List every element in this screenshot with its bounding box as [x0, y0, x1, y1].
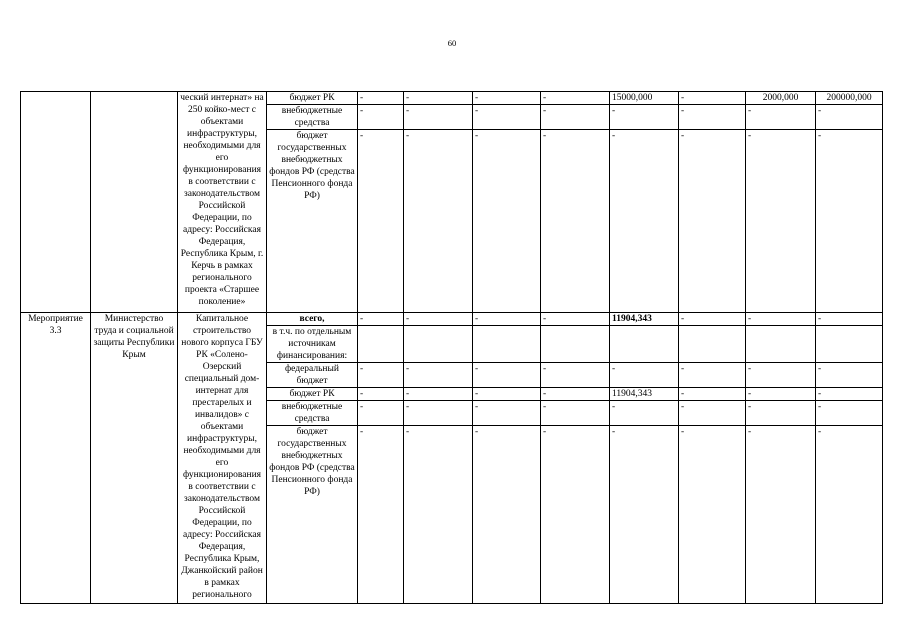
value-cell: -: [541, 363, 610, 388]
table-row: [21, 313, 883, 326]
value-cell: [679, 326, 746, 363]
value-cell: [610, 326, 679, 363]
value-cell: -: [610, 105, 679, 130]
value-cell: 11904,343: [610, 313, 679, 326]
source-cell: внебюджетные средства: [267, 401, 358, 426]
value-cell: -: [358, 130, 404, 313]
value-cell: -: [541, 426, 610, 604]
value-cell: -: [404, 388, 473, 401]
value-cell: -: [816, 130, 883, 313]
value-cell: -: [746, 313, 816, 326]
value-cell: -: [816, 426, 883, 604]
value-cell: -: [358, 401, 404, 426]
value-cell: 15000,000: [610, 92, 679, 105]
value-cell: -: [473, 426, 541, 604]
value-cell: [541, 326, 610, 363]
value-cell: -: [358, 313, 404, 326]
source-cell: федеральный бюджет: [267, 363, 358, 388]
financing-table: [20, 91, 883, 604]
value-cell: -: [679, 426, 746, 604]
value-cell: -: [358, 363, 404, 388]
table-row: [21, 92, 883, 105]
value-cell: -: [679, 105, 746, 130]
value-cell: -: [541, 401, 610, 426]
value-cell: -: [816, 313, 883, 326]
value-cell: -: [473, 313, 541, 326]
value-cell: -: [679, 130, 746, 313]
value-cell: -: [404, 105, 473, 130]
source-cell: в т.ч. по отдельным источникам финансирования:: [267, 326, 358, 363]
value-cell: -: [473, 401, 541, 426]
source-cell: всего,: [267, 313, 358, 326]
value-cell: -: [404, 92, 473, 105]
value-cell: [746, 326, 816, 363]
value-cell: -: [541, 92, 610, 105]
value-cell: -: [541, 105, 610, 130]
value-cell: -: [473, 105, 541, 130]
value-cell: -: [746, 388, 816, 401]
value-cell: -: [358, 105, 404, 130]
description-cell: Капитальное строительство нового корпуса ГБУ РК «Солено-Озерский специальный дом-интернат для престарелых и инвалидов» с объектами инфраструктуры, необходимыми для его функционирования в соответствии с законодательством Российской Федерации, по адресу: Российская Федерация, Республика Крым, Джанкойский район в рамках регионального: [178, 313, 267, 604]
value-cell: -: [610, 130, 679, 313]
value-cell: -: [404, 363, 473, 388]
value-cell: [473, 326, 541, 363]
value-cell: -: [404, 426, 473, 604]
value-cell: -: [816, 363, 883, 388]
value-cell: -: [746, 105, 816, 130]
value-cell: 2000,000: [746, 92, 816, 105]
value-cell: -: [541, 388, 610, 401]
value-cell: -: [610, 363, 679, 388]
executor-cell: [91, 92, 178, 313]
value-cell: -: [358, 92, 404, 105]
value-cell: -: [679, 92, 746, 105]
value-cell: -: [358, 388, 404, 401]
value-cell: -: [816, 388, 883, 401]
value-cell: -: [679, 313, 746, 326]
value-cell: -: [473, 363, 541, 388]
value-cell: -: [746, 130, 816, 313]
source-cell: внебюджетные средства: [267, 105, 358, 130]
source-cell: бюджет РК: [267, 388, 358, 401]
page-number: 60: [447, 38, 457, 48]
value-cell: -: [473, 92, 541, 105]
value-cell: 200000,000: [816, 92, 883, 105]
value-cell: -: [473, 388, 541, 401]
value-cell: -: [404, 401, 473, 426]
value-cell: -: [679, 401, 746, 426]
value-cell: -: [746, 401, 816, 426]
value-cell: -: [541, 313, 610, 326]
value-cell: [358, 326, 404, 363]
value-cell: -: [541, 130, 610, 313]
value-cell: [404, 326, 473, 363]
event-cell: Мероприятие 3.3: [21, 313, 91, 604]
value-cell: -: [358, 426, 404, 604]
value-cell: -: [746, 426, 816, 604]
value-cell: -: [679, 388, 746, 401]
executor-cell: Министерство труда и социальной защиты Республики Крым: [91, 313, 178, 604]
value-cell: -: [816, 105, 883, 130]
value-cell: -: [404, 130, 473, 313]
value-cell: -: [679, 363, 746, 388]
source-cell: бюджет государственных внебюджетных фондов РФ (средства Пенсионного фонда РФ): [267, 130, 358, 313]
value-cell: -: [610, 401, 679, 426]
value-cell: -: [610, 426, 679, 604]
source-cell: бюджет РК: [267, 92, 358, 105]
value-cell: [816, 326, 883, 363]
value-cell: -: [404, 313, 473, 326]
source-cell: бюджет государственных внебюджетных фондов РФ (средства Пенсионного фонда РФ): [267, 426, 358, 604]
value-cell: 11904,343: [610, 388, 679, 401]
value-cell: -: [746, 363, 816, 388]
value-cell: -: [473, 130, 541, 313]
description-cell: ческий интернат» на 250 койко-мест с объектами инфраструктуры, необходимыми для его функционирования в соответствии с законодательством Российской Федерации, по адресу: Российская Федерация, Республика Крым, г. Керчь в рамках регионального проекта «Старшее поколение»: [178, 92, 267, 313]
event-cell: [21, 92, 91, 313]
value-cell: -: [816, 401, 883, 426]
